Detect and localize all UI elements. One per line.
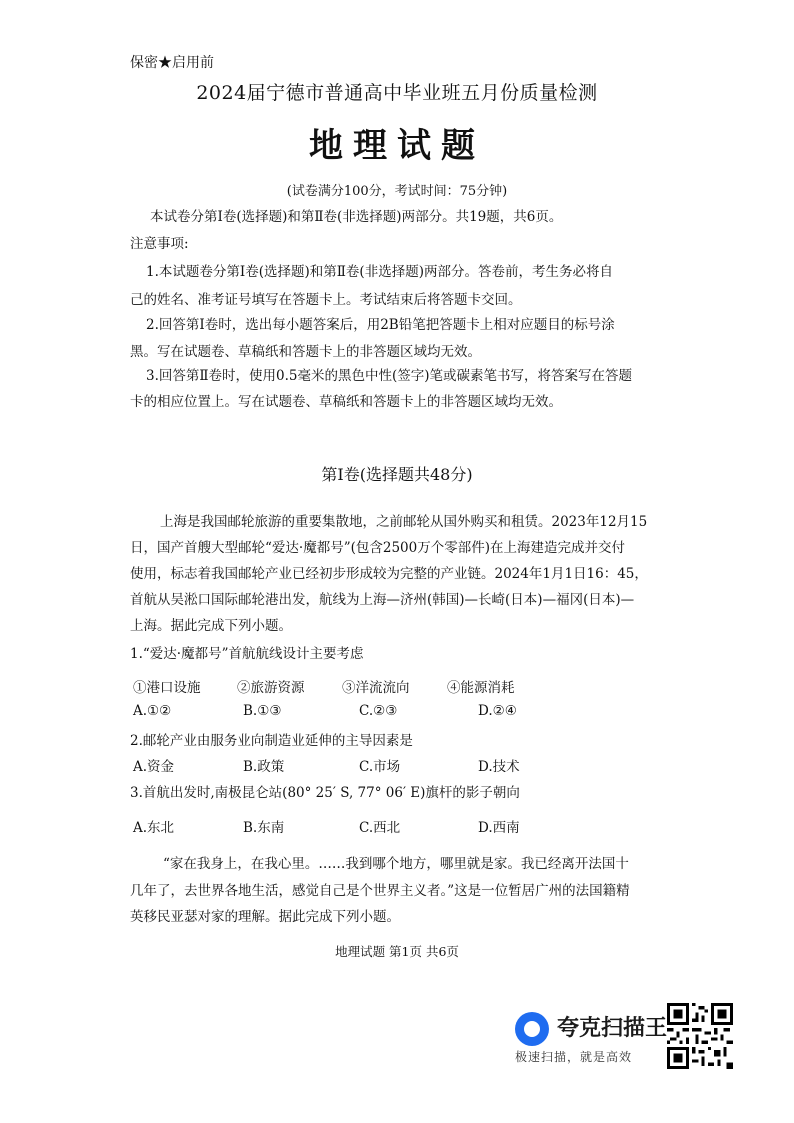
scanner-slogan: 极速扫描，就是高效 [515, 1050, 633, 1064]
scanner-logo-icon [515, 1012, 549, 1046]
subject-title: 地理试题 [309, 126, 485, 166]
q1-option-d: D.②④ [478, 703, 517, 719]
exam-meta: (试卷满分100分，考试时间：75分钟) [286, 184, 508, 199]
qr-code-icon [667, 1003, 733, 1069]
page-footer: 地理试题 第1页 共6页 [335, 944, 459, 959]
q2-option-b: B.政策 [243, 759, 285, 775]
scanner-brand-name: 夸克扫描王 [557, 1016, 668, 1041]
notes-line: 己的姓名、准考证号填写在答题卡上。考试结束后将答题卡交回。 [130, 292, 522, 308]
q2-option-a: A.资金 [133, 759, 175, 775]
passage-line: 英移民亚瑟对家的理解。据此完成下列小题。 [130, 909, 400, 925]
notes-line: 3.回答第Ⅱ卷时，使用0.5毫米的黑色中性(签字)笔或碳素笔书写，将答案写在答题 [146, 368, 633, 384]
passage-line: 日，国产首艘大型邮轮“爱达·魔都号”(包含2500万个零部件)在上海建造完成并交付 [130, 540, 625, 556]
q1-item: ④能源消耗 [447, 680, 515, 696]
passage-line: 首航从吴淞口国际邮轮港出发，航线为上海—济州(韩国)—长崎(日本)—福冈(日本)— [130, 592, 635, 608]
notes-line: 1.本试题卷分第Ⅰ卷(选择题)和第Ⅱ卷(非选择题)两部分。答卷前，考生务必将自 [146, 264, 613, 280]
q1-option-c: C.②③ [359, 703, 398, 719]
q2-option-d: D.技术 [478, 759, 520, 775]
notes-line: 黑。写在试题卷、草稿纸和答题卡上的非答题区域均无效。 [130, 344, 481, 360]
q2-option-c: C.市场 [359, 759, 401, 775]
q1-item: ①港口设施 [133, 680, 201, 696]
q1-option-b: B.①③ [243, 703, 282, 719]
q3-option-c: C.西北 [359, 820, 401, 836]
q1-item: ③洋流流向 [342, 680, 410, 696]
confidential-mark: 保密★启用前 [130, 55, 214, 71]
question-2-stem: 2.邮轮产业由服务业向制造业延伸的主导因素是 [130, 733, 413, 749]
notes-line: 卡的相应位置上。写在试题卷、草稿纸和答题卡上的非答题区域均无效。 [130, 394, 562, 410]
passage-line: 几年了，去世界各地生活，感觉自己是个世界主义者。”这是一位暂居广州的法国籍精 [130, 883, 630, 899]
q1-item: ②旅游资源 [237, 680, 305, 696]
notes-title: 注意事项: [130, 236, 189, 252]
q3-option-d: D.西南 [478, 820, 520, 836]
section-title: 第Ⅰ卷(选择题共48分) [321, 465, 473, 484]
q1-option-a: A.①② [133, 703, 172, 719]
exam-title: 2024届宁德市普通高中毕业班五月份质量检测 [196, 82, 598, 104]
q3-option-b: B.东南 [243, 820, 285, 836]
passage-line: 上海。据此完成下列小题。 [130, 618, 292, 634]
q3-option-a: A.东北 [133, 820, 175, 836]
passage-line: 使用，标志着我国邮轮产业已经初步形成较为完整的产业链。2024年1月1日16：45， [130, 566, 648, 582]
passage-line: 上海是我国邮轮旅游的重要集散地，之前邮轮从国外购买和租赁。2023年12月15 [160, 514, 648, 530]
notes-line: 2.回答第Ⅰ卷时，选出每小题答案后，用2B铅笔把答题卡上相对应题目的标号涂 [146, 317, 615, 333]
question-3-stem: 3.首航出发时,南极昆仑站(80° 25′ S, 77° 06′ E)旗杆的影子朝向 [130, 785, 520, 801]
passage-line: “家在我身上，在我心里。……我到哪个地方，哪里就是家。我已经离开法国十 [163, 856, 629, 872]
exam-intro: 本试卷分第Ⅰ卷(选择题)和第Ⅱ卷(非选择题)两部分。共19题，共6页。 [150, 209, 563, 225]
question-1-stem: 1.“爱达·魔都号”首航航线设计主要考虑 [130, 646, 364, 662]
